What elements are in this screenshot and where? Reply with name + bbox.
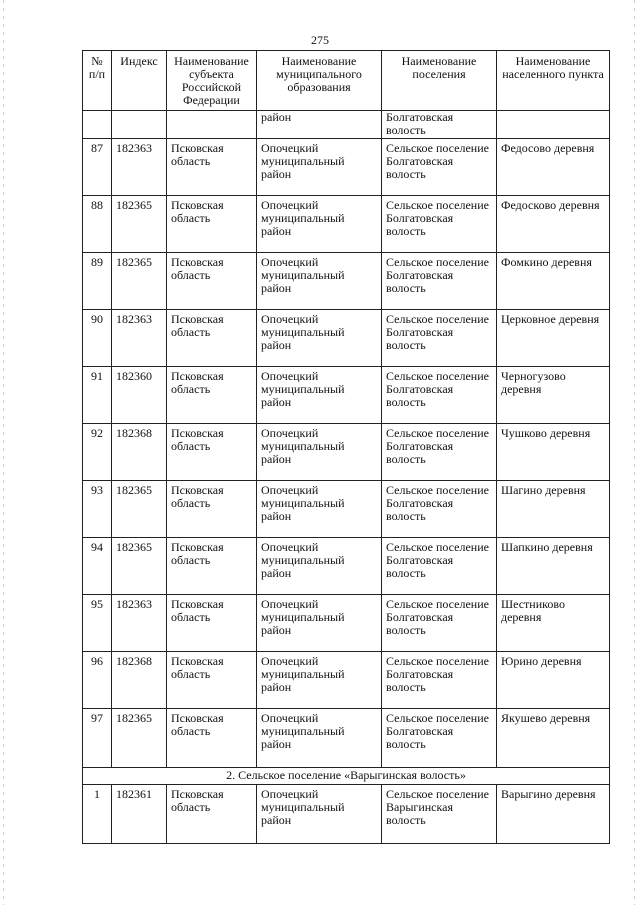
cell-settlement: Сельское поселение Болгатовская волость	[382, 595, 497, 652]
table-row	[83, 367, 610, 424]
cell-subject: Псковская область	[167, 481, 257, 538]
header-locality: Наименование населенного пункта	[497, 51, 610, 111]
cell-municipality: Опочецкий муниципальный район	[257, 595, 382, 652]
cell-num: 94	[83, 538, 112, 595]
cell-settlement: Сельское поселение Болгатовская волость	[382, 310, 497, 367]
cell-municipality: Опочецкий муниципальный район	[257, 139, 382, 196]
cell-locality: Федосово деревня	[497, 139, 610, 196]
cell-locality	[497, 111, 610, 139]
cell-num: 87	[83, 139, 112, 196]
section-heading-row	[83, 768, 610, 785]
cell-municipality: Опочецкий муниципальный район	[257, 652, 382, 709]
table-row	[83, 481, 610, 538]
table-body	[83, 111, 610, 844]
cell-locality: Юрино деревня	[497, 652, 610, 709]
cell-locality: Шестниково деревня	[497, 595, 610, 652]
cell-index: 182360	[112, 367, 167, 424]
cell-settlement: Сельское поселение Болгатовская волость	[382, 367, 497, 424]
cell-municipality: Опочецкий муниципальный район	[257, 785, 382, 844]
cell-settlement: Сельское поселение Болгатовская волость	[382, 652, 497, 709]
cell-locality: Федосково деревня	[497, 196, 610, 253]
cell-locality: Чушково деревня	[497, 424, 610, 481]
cell-subject: Псковская область	[167, 367, 257, 424]
cell-municipality: Опочецкий муниципальный район	[257, 538, 382, 595]
table-row	[83, 709, 610, 768]
cell-subject: Псковская область	[167, 196, 257, 253]
cell-municipality: Опочецкий муниципальный район	[257, 481, 382, 538]
cell-num: 92	[83, 424, 112, 481]
page-number: 275	[311, 33, 329, 47]
cell-locality: Фомкино деревня	[497, 253, 610, 310]
table-row	[83, 310, 610, 367]
cell-num	[83, 111, 112, 139]
cell-num: 89	[83, 253, 112, 310]
cell-num: 93	[83, 481, 112, 538]
table-row	[83, 785, 610, 844]
table-row	[83, 139, 610, 196]
cell-subject: Псковская область	[167, 595, 257, 652]
cell-settlement: Сельское поселение Варыгинская волость	[382, 785, 497, 844]
cell-municipality: Опочецкий муниципальный район	[257, 253, 382, 310]
cell-locality: Варыгино деревня	[497, 785, 610, 844]
cell-municipality: район	[257, 111, 382, 139]
cell-index: 182363	[112, 310, 167, 367]
cell-index: 182365	[112, 196, 167, 253]
cell-settlement: Сельское поселение Болгатовская волость	[382, 196, 497, 253]
cell-index: 182365	[112, 709, 167, 768]
cell-settlement: Сельское поселение Болгатовская волость	[382, 538, 497, 595]
table-row	[83, 652, 610, 709]
cell-subject: Псковская область	[167, 538, 257, 595]
cell-subject: Псковская область	[167, 139, 257, 196]
cell-settlement: Сельское поселение Болгатовская волость	[382, 139, 497, 196]
cell-index: 182365	[112, 538, 167, 595]
cell-locality: Церковное деревня	[497, 310, 610, 367]
cell-locality: Черногузово деревня	[497, 367, 610, 424]
cell-subject: Псковская область	[167, 785, 257, 844]
continuation-row	[83, 111, 610, 139]
cell-locality: Шагино деревня	[497, 481, 610, 538]
cell-municipality: Опочецкий муниципальный район	[257, 310, 382, 367]
table-row	[83, 196, 610, 253]
cell-municipality: Опочецкий муниципальный район	[257, 709, 382, 768]
cell-index: 182363	[112, 139, 167, 196]
cell-municipality: Опочецкий муниципальный район	[257, 424, 382, 481]
table-header-row	[83, 51, 610, 111]
cell-subject: Псковская область	[167, 709, 257, 768]
cell-municipality: Опочецкий муниципальный район	[257, 196, 382, 253]
cell-index: 182361	[112, 785, 167, 844]
cell-subject: Псковская область	[167, 652, 257, 709]
cell-index: 182365	[112, 253, 167, 310]
cell-subject: Псковская область	[167, 424, 257, 481]
settlements-table	[82, 50, 610, 844]
header-index: Индекс	[112, 51, 167, 111]
cell-settlement: Болгатовская волость	[382, 111, 497, 139]
table-row	[83, 595, 610, 652]
cell-settlement: Сельское поселение Болгатовская волость	[382, 709, 497, 768]
scan-edge-left	[3, 0, 4, 905]
cell-index	[112, 111, 167, 139]
cell-settlement: Сельское поселение Болгатовская волость	[382, 253, 497, 310]
cell-subject: Псковская область	[167, 310, 257, 367]
header-settlement: Наименование поселения	[382, 51, 497, 111]
cell-subject	[167, 111, 257, 139]
cell-num: 90	[83, 310, 112, 367]
cell-num: 91	[83, 367, 112, 424]
cell-index: 182363	[112, 595, 167, 652]
cell-locality: Якушево деревня	[497, 709, 610, 768]
cell-locality: Шапкино деревня	[497, 538, 610, 595]
cell-num: 96	[83, 652, 112, 709]
cell-subject: Псковская область	[167, 253, 257, 310]
cell-index: 182365	[112, 481, 167, 538]
section-title: 2. Сельское поселение «Варыгинская волость»	[83, 768, 610, 785]
table-row	[83, 424, 610, 481]
cell-num: 95	[83, 595, 112, 652]
cell-index: 182368	[112, 652, 167, 709]
table-row	[83, 538, 610, 595]
header-subject: Наименование субъекта Российской Федерации	[167, 51, 257, 111]
cell-settlement: Сельское поселение Болгатовская волость	[382, 424, 497, 481]
cell-municipality: Опочецкий муниципальный район	[257, 367, 382, 424]
header-num: № п/п	[83, 51, 112, 111]
header-municipality: Наименование муниципального образования	[257, 51, 382, 111]
cell-num: 1	[83, 785, 112, 844]
cell-num: 88	[83, 196, 112, 253]
cell-settlement: Сельское поселение Болгатовская волость	[382, 481, 497, 538]
cell-num: 97	[83, 709, 112, 768]
table-row	[83, 253, 610, 310]
scan-edge-right	[634, 0, 635, 905]
cell-index: 182368	[112, 424, 167, 481]
